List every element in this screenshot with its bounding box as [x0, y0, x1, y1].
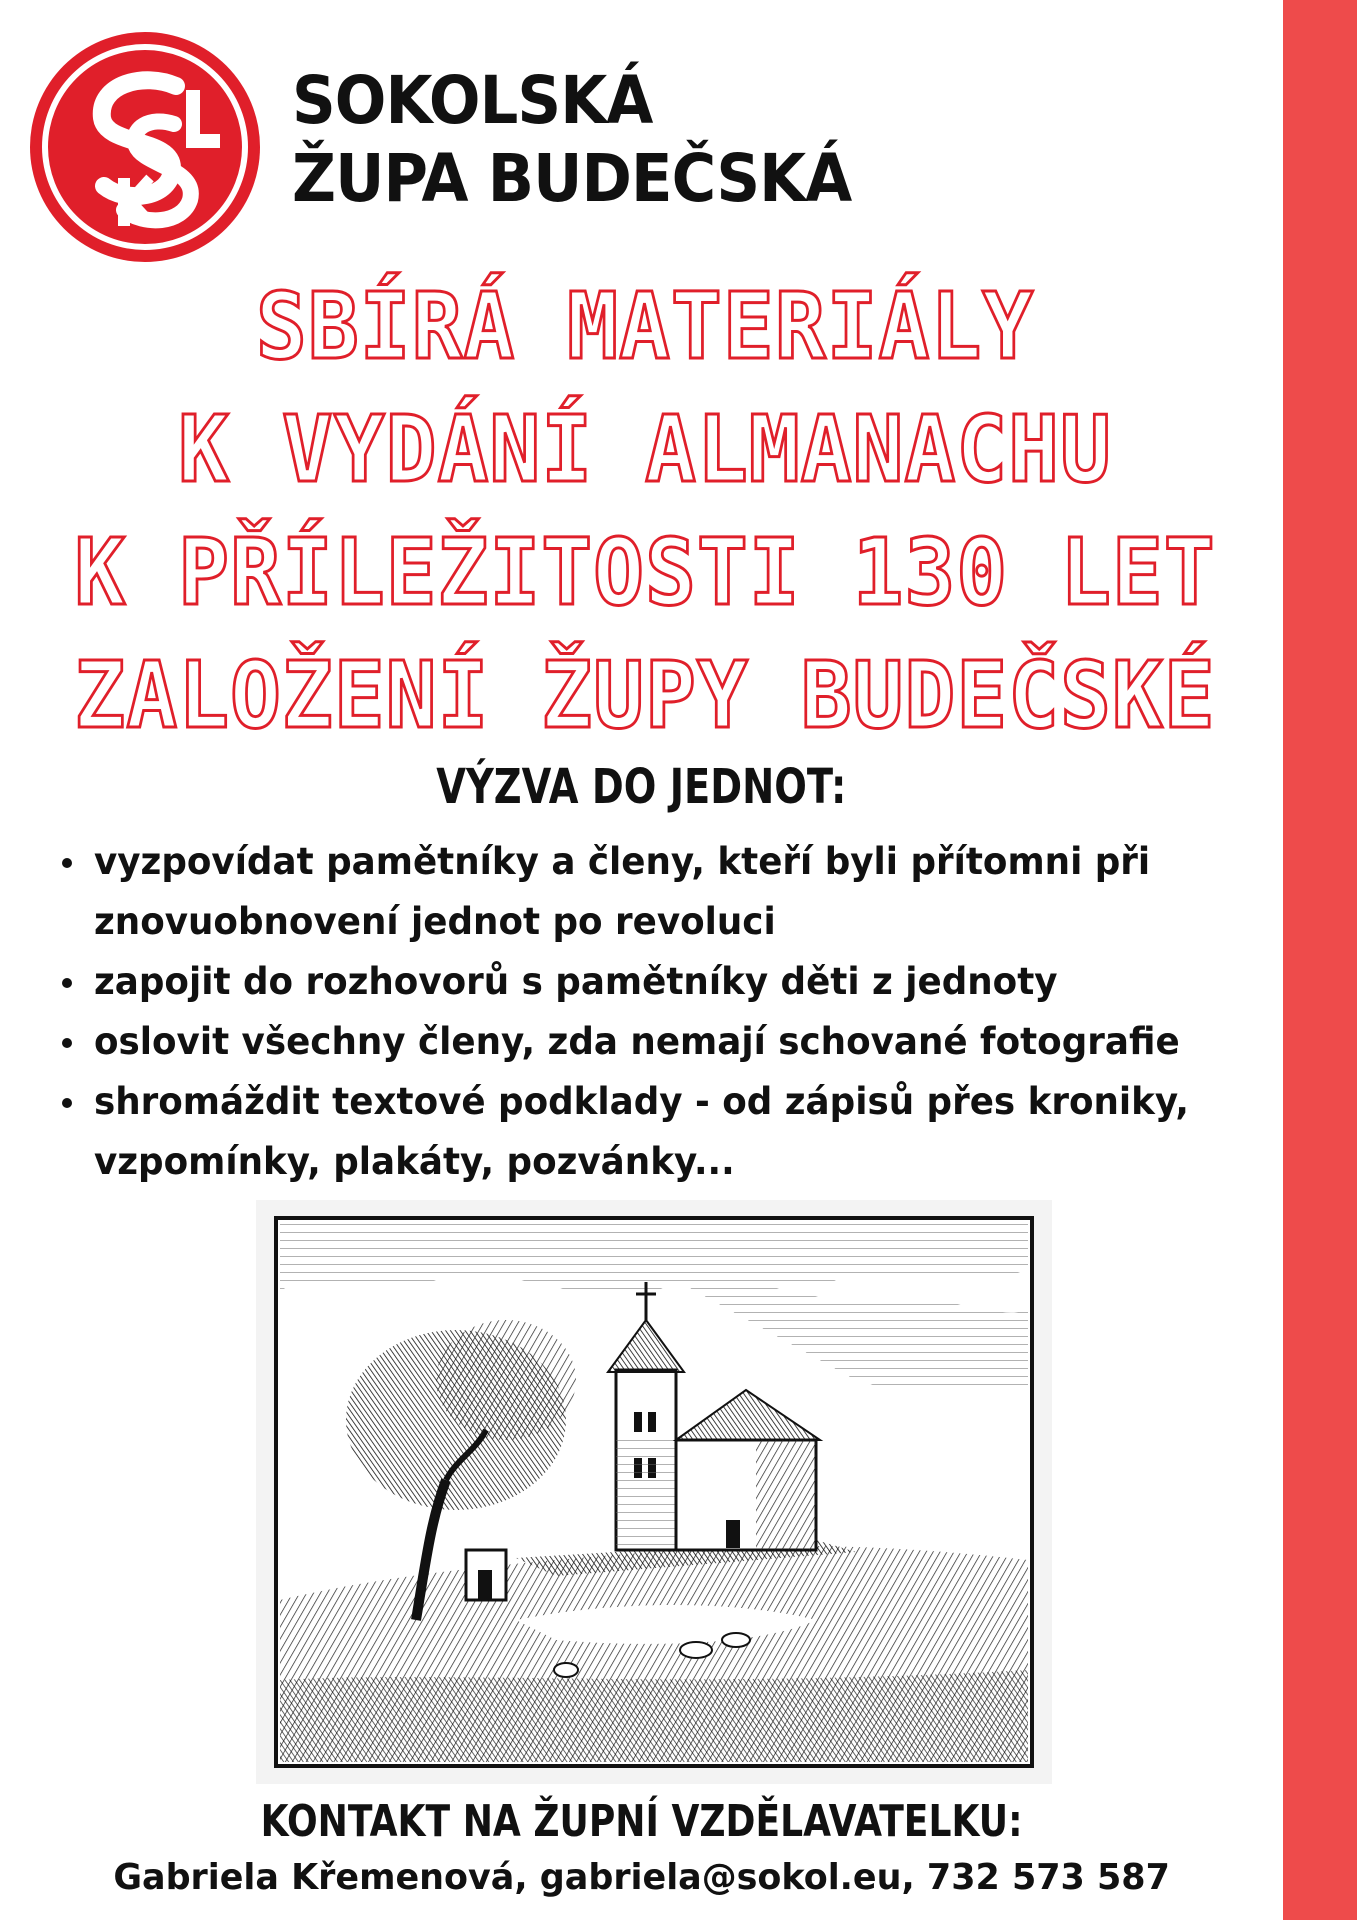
headline-line-1: SBÍRÁ MATERIÁLY — [255, 273, 1035, 380]
bullet-icon — [62, 1098, 72, 1108]
contact-heading — [0, 1794, 1283, 1850]
list-item — [62, 1012, 1277, 1072]
call-heading-text: VÝZVA DO JEDNOT: — [436, 759, 847, 815]
call-heading — [0, 758, 1283, 816]
org-name-line-2: ŽUPA BUDEČSKÁ — [292, 140, 852, 217]
sokol-emblem-icon — [26, 28, 264, 266]
bullet-icon — [62, 978, 72, 988]
headline-line-3: K PŘÍLEŽITOSTI 130 LET — [74, 519, 1216, 626]
bullet-icon — [62, 1038, 72, 1048]
list-item-text: shromáždit textové podklady - od zápisů přes kroniky, vzpomínky, plakáty, pozvánky... — [94, 1080, 1189, 1183]
headline-line-2: K VYDÁNÍ ALMANACHU — [178, 396, 1112, 503]
contact-details — [0, 1851, 1283, 1905]
organization-name — [292, 62, 936, 218]
list-item-text: oslovit všechny členy, zda nemají schované fotografie — [94, 1020, 1180, 1063]
contact-heading-text: KONTAKT NA ŽUPNÍ VZDĚLAVATELKU: — [260, 1796, 1023, 1847]
list-item-text: zapojit do rozhovorů s pamětníky děti z jednoty — [94, 960, 1058, 1003]
org-name-line-1: SOKOLSKÁ — [292, 62, 653, 139]
main-headline — [20, 265, 1270, 757]
contact-details-text: Gabriela Křemenová, gabriela@sokol.eu, 732 573 587 — [113, 1857, 1170, 1898]
list-item — [62, 1072, 1277, 1192]
red-side-bar — [1283, 0, 1357, 1920]
list-item — [62, 952, 1277, 1012]
headline-line-4: ZALOŽENÍ ŽUPY BUDEČSKÉ — [74, 642, 1216, 749]
list-item-text: vyzpovídat pamětníky a členy, kteří byli přítomni při znovuobnovení jednot po revoluci — [94, 840, 1151, 943]
list-item — [62, 832, 1277, 952]
call-list — [62, 832, 1277, 1192]
engraving-illustration — [256, 1200, 1052, 1784]
bullet-icon — [62, 858, 72, 868]
